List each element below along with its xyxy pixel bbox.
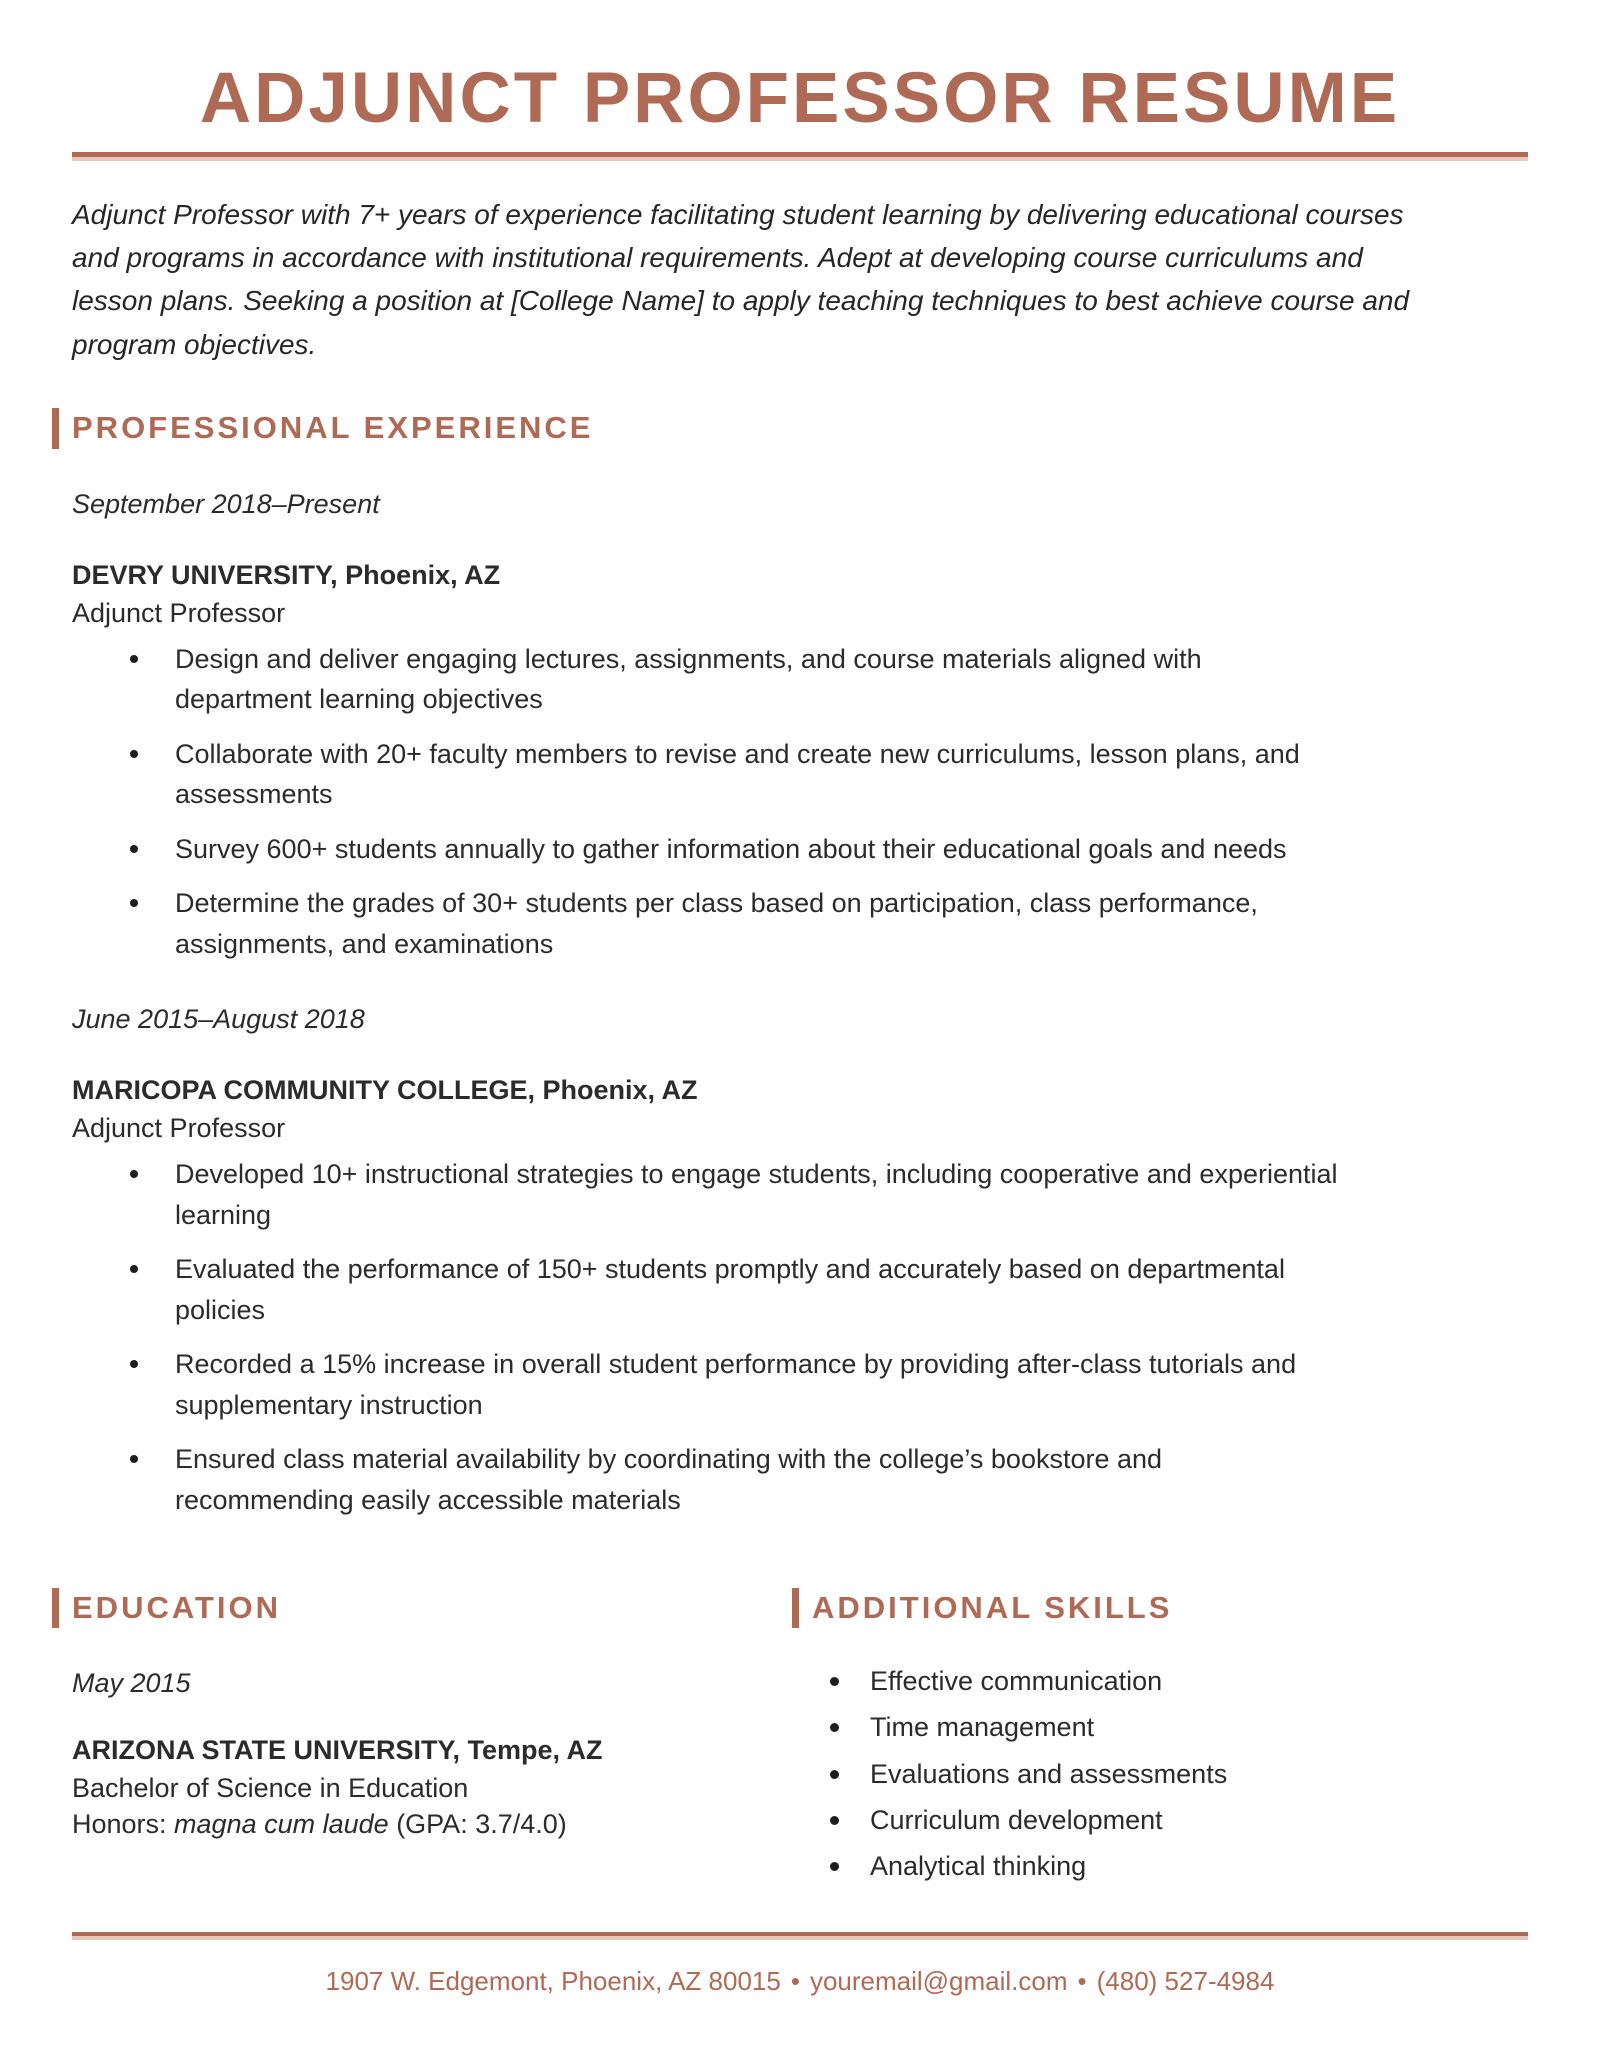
bottom-columns (72, 1546, 1528, 1893)
education-honors-label: Honors: (72, 1809, 175, 1840)
job-dates: June 2015–August 2018 (72, 1004, 365, 1034)
title-divider (72, 152, 1528, 161)
job-entry-maricopa (72, 1004, 1528, 1520)
footer-separator: • (790, 1966, 800, 1996)
footer-divider (72, 1932, 1528, 1940)
skill-item: Time management (870, 1708, 1528, 1747)
job-employer: MARICOPA COMMUNITY COLLEGE, Phoenix, AZ (72, 1075, 698, 1105)
bullet-item: Ensured class material availability by coordinating with the college’s bookstore and recommending easily accessible materials (175, 1439, 1345, 1520)
skill-item: Curriculum development (870, 1801, 1528, 1840)
job-employer: DEVRY UNIVERSITY, Phoenix, AZ (72, 559, 501, 590)
job-dates: September 2018–Present (72, 488, 380, 519)
job-entry-devry (72, 489, 1528, 965)
education-honors-latin: magna cum laude (174, 1809, 389, 1840)
bullet-item: Evaluated the performance of 150+ students promptly and accurately based on departmental policies (175, 1249, 1345, 1330)
bullet-item: Design and deliver engaging lectures, assignments, and course materials aligned with department learning objectives (175, 639, 1345, 720)
footer-separator: • (1077, 1966, 1087, 1996)
footer-address: 1907 W. Edgemont, Phoenix, AZ 80015 (325, 1966, 781, 1996)
bullet-item: Recorded a 15% increase in overall student performance by providing after-class tutorials and supplementary instruction (175, 1344, 1345, 1425)
education-school: ARIZONA STATE UNIVERSITY, Tempe, AZ (72, 1735, 603, 1766)
section-education (72, 1546, 800, 1893)
job-role: Adjunct Professor (72, 1113, 286, 1143)
bullet-item: Determine the grades of 30+ students per class based on participation, class performance, assignments, and examinations (175, 883, 1345, 964)
job-bullet-list (72, 639, 1528, 965)
section-heading-education: EDUCATION (52, 1588, 800, 1628)
footer-contact (72, 1966, 1528, 1997)
bullet-item: Developed 10+ instructional strategies to engage students, including cooperative and experiential learning (175, 1154, 1345, 1235)
section-skills (800, 1546, 1528, 1893)
footer (72, 1932, 1528, 1997)
section-experience (72, 408, 1528, 1520)
skills-list (800, 1662, 1528, 1886)
footer-phone: (480) 527-4984 (1096, 1966, 1275, 1996)
skill-item: Effective communication (870, 1662, 1528, 1701)
page-title: ADJUNCT PROFESSOR RESUME (199, 59, 1401, 138)
education-dates: May 2015 (72, 1668, 191, 1699)
skill-item: Analytical thinking (870, 1847, 1528, 1886)
summary-paragraph: Adjunct Professor with 7+ years of experience facilitating student learning by delivering educational courses and programs in accordance with institutional requirements. Adept at developing course curriculums and lesson plans. Seeking a position at [College Name] to apply teaching techniques to best achieve course and program objectives. (72, 198, 1410, 360)
education-degree: Bachelor of Science in Education (72, 1773, 469, 1804)
footer-email: youremail@gmail.com (809, 1966, 1068, 1996)
section-heading-skills: ADDITIONAL SKILLS (792, 1588, 1528, 1628)
education-honors-gpa: (GPA: 3.7/4.0) (388, 1809, 567, 1840)
education-honors (72, 1809, 800, 1840)
skill-item: Evaluations and assessments (870, 1755, 1528, 1794)
job-bullet-list (72, 1154, 1528, 1520)
section-heading-experience: PROFESSIONAL EXPERIENCE (52, 408, 1528, 448)
bullet-item: Survey 600+ students annually to gather information about their educational goals and needs (175, 829, 1345, 870)
bullet-item: Collaborate with 20+ faculty members to revise and create new curriculums, lesson plans, and assessments (175, 734, 1345, 815)
job-role: Adjunct Professor (72, 597, 286, 628)
